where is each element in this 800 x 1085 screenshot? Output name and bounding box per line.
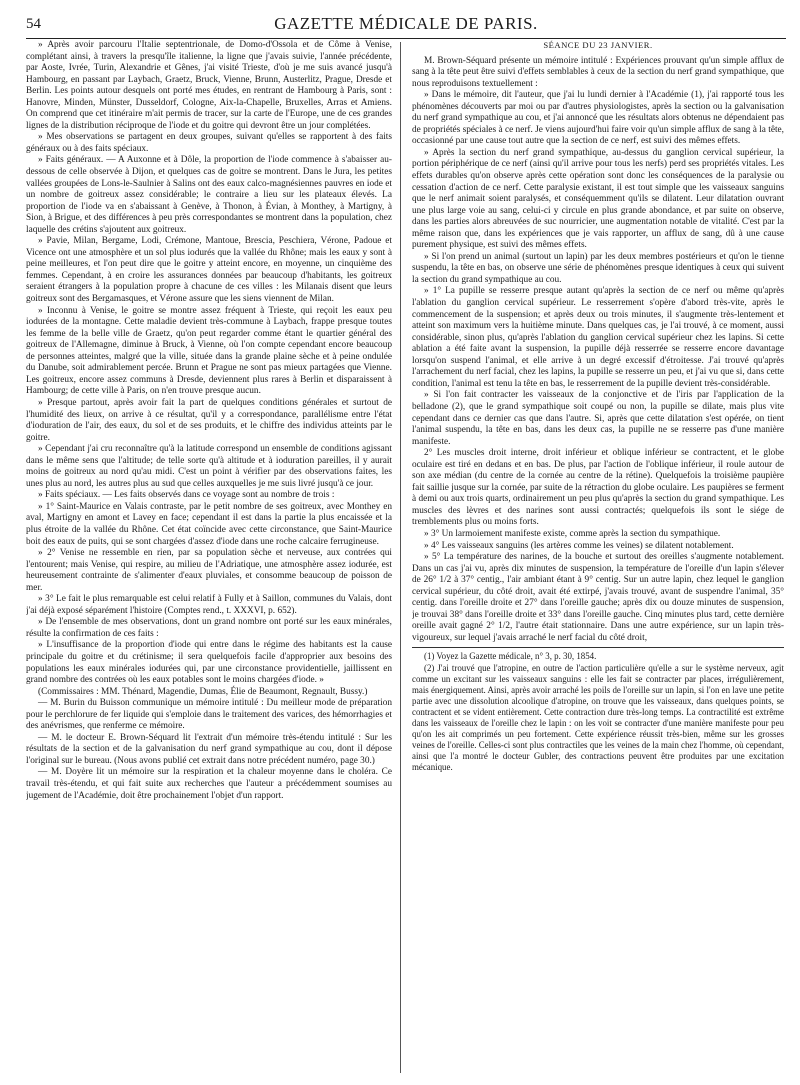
column-divider [400,42,401,1073]
paragraph: » Pavie, Milan, Bergame, Lodi, Crémone, Mantoue, Brescia, Peschiera, Vérone, Padoue et Vicence ont une atmosphère et un sol plus iodurés que la vallée du Rhône; mais les eaux y sont à peine meilleures, et l'on peut dire que le goitre y atteint encore, en moyenne, un cinquième des femmes. Cependant, à en croire les assurances données par beaucoup d'habitants, les goitreux seraient étrangers à la population propre à chacune de ces villes : les Milanais disent que leurs goitreux sont des Bergamasques, et Vérone assure que les siens viennent de Milan. [26,236,392,305]
paragraph: » 1° Saint-Maurice en Valais contraste, par le petit nombre de ses goitreux, avec Monthey en aval, Martigny en amont et Lavey en face; cependant il est dans la partie la plus encaissée et la plus étroite de la vallée du Rhône. Cet état coïncide avec cette circonstance, que Saint-Maurice boit des eaux de puits, qui se sont chargées d'assez d'iode dans une roche calcaire ferrugineuse. [26,501,392,547]
paragraph: » Mes observations se partagent en deux groupes, suivant qu'elles se rapportent à des faits généraux ou à des faits spéciaux. [26,132,392,154]
right-column [412,40,784,1075]
publication-title: GAZETTE MÉDICALE DE PARIS. [274,14,538,33]
paragraph: » Après la section du nerf grand sympathique, au-dessus du ganglion cervical supérieur, la portion périphérique de ce nerf (ainsi qu'il arrive pour tous les nerfs) perd ses propriétés vitales. Les effets durables qu'on observe après cette opération sont donc les conséquences de la paralysie ou cessation d'action de ce nerf. Cette paralysie existant, il est tout simple que les vaisseaux sanguins que le nerf animait soient paralysés, et conséquemment qu'ils se dilatent. Leur dilatation ouvrant une plus large voie au sang, celui-ci y circule en plus grande abondance, et par suite on observe, dans les parties alors abreuvées de suc nourricier, une augmentation notable de vitalité. C'est par la même raison que, dans les expériences que je vais rapporter, un afflux de sang, dû à une cause purement physique, est suivi des mêmes effets. [412,147,784,251]
paragraph: » Si l'on fait contracter les vaisseaux de la conjonctive et de l'iris par l'application de la belladone (2), que le grand sympathique soit coupé ou non, la pupille se dilate, mais plus vite cependant dans ce dernier cas que dans l'autre. Si, après que cette dilatation s'est opérée, on tient l'animal suspendu, la tête en bas, dans les deux cas, la pupille ne se resserre pas d'une manière manifeste. [412,390,784,447]
paragraph: » 5° La température des narines, de la bouche et surtout des oreilles s'augmente notablement. Dans un cas j'ai vu, après dix minutes de suspension, la température de l'oreille d'un lapin s'élever de 26° 1/2 à 37° centig., l'air ambiant étant à 9° centig. Sur un autre lapin, chez lequel le ganglion cervical supérieur, du côté droit, avait été extirpé, j'avais trouvé, avant de suspendre l'animal, 35° centig. dans l'oreille droite et 27° dans l'oreille gauche; après dix ou douze minutes de suspension, je trouvai 38° dans l'oreille droite et 33° dans l'oreille gauche. Cinq minutes plus tard, cette dernière oreille avait gagné 2° 1/2, l'autre était stationnaire. Dans une autre expérience, sur un lapin très-vigoureux, sur lequel j'avais arraché le nerf facial du côté droit, [412,552,784,643]
paragraph: » Inconnu à Venise, le goitre se montre assez fréquent à Trieste, qui reçoit les eaux peu iodurées de la montagne. Cette maladie devient très-commune à Laybach, frappe presque toutes les femme de la belle ville de Graetz, qu'on peut regarder comme étant le quartier général des goitreux de l'Allemagne, diminue à Bruck, à Vienne, où l'on compte cependant encore beaucoup de personnes atteintes, malgré que la ville, située dans la grande plaine sèche et à peine ondulée du Danube, soit admirablement percée. Brunn et Prague ne sont pas mieux partagées que Vienne. Les goitreux, encore assez communs à Dresde, deviennent plus rares à Berlin et disparaissent à Hambourg; de cette ville à Paris, on n'en trouve presque aucun. [26,305,392,397]
paragraph: » 1° La pupille se resserre presque autant qu'après la section de ce nerf ou même qu'après l'ablation du ganglion cervical supérieur. Le resserrement s'opère d'abord très-vite, après le commencement de la suspension; et après deux ou trois minutes, il s'augmente très-lentement et atteint son maximum vers la huitième minute. Dans quelques cas, je l'ai trouvé, à ce moment, aussi considérable, sinon plus, qu'après l'ablation du ganglion cervical supérieur chez les lapins. Si cette ablation a été faite avant la suspension, la pupille déjà resserrée se resserre encore davantage lorsqu'on suspend l'animal, et elle arrive à un degré excessif d'étroitesse. J'ai trouvé qu'après l'arrachement du nerf facial, chez les lapins, la pupille se resserre un peu, et j'ai vu que si, dans cette condition, l'animal est tenu la tête en bas, le resserrement de la pupille devient très-considérable. [412,286,784,389]
paragraph: » Après avoir parcouru l'Italie septentrionale, de Domo-d'Ossola et de Côme à Venise, complétant ainsi, à travers la presqu'île italienne, la ligne que j'avais suivie, l'année précédente, par Aoste, Ivrée, Turin, Alexandrie et Gênes, j'ai visité Trieste, d'où je me suis avancé jusqu'à Hambourg, en passant par Laybach, Graetz, Bruck, Vienne, Brunn, Austerlitz, Prague, Dresde et Berlin. Les points autour desquels ont porté mes études, en rentrant de Hambourg à Paris, sont : Hanovre, Minden, Münster, Dusseldorf, Cologne, Aix-la-Chapelle, Bruxelles, Arras et Amiens. On comprend que cet itinéraire m'ait permis de tracer, sur la carte de l'Europe, une de ces grandes lignes de la distribution réciproque de l'iode et du goitre qui devront être un jour complétées. [26,40,392,131]
paragraph: » Dans le mémoire, dit l'auteur, que j'ai lu lundi dernier à l'Académie (1), j'ai rapporté tous les phénomènes découverts par moi ou par d'autres physiologistes, après la section ou la galvanisation du nerf grand sympathique au cou, et j'ai annoncé que les résultats alors obtenus ne dépendaient pas de propriétés spéciales à ce nerf. Je viens aujourd'hui faire voir qu'un simple afflux de sang à la tête, occasionné par une cause tout autre que la section de ce nerf, est suivi des mêmes effets. [412,90,784,147]
paragraph: » 3° Un larmoiement manifeste existe, comme après la section du sympathique. [424,528,721,539]
session-heading: SÉANCE DU 23 JANVIER. [543,40,653,50]
commissaires-note: (Commissaires : MM. Thénard, Magendie, Dumas, Élie de Beaumont, Regnault, Bussy.) [38,686,368,697]
paragraph: » Presque partout, après avoir fait la part de quelques conditions générales et surtout de l'humidité des lieux, on arrive à ce résultat, qu'il y a correspondance, parallélisme entre l'état d'ioduration de l'air, des eaux, du sol et de ses produits, et le chiffre des individus atteints par le goitre. [26,397,392,443]
footnote: (1) Voyez la Gazette médicale, n° 3, p. 30, 1854. [424,651,597,662]
paragraph: » De l'ensemble de mes observations, dont un grand nombre ont porté sur les eaux minérales, résulte la confirmation de ces faits : [26,617,392,639]
paragraph: » Cependant j'ai cru reconnaître qu'à la latitude correspond un ensemble de conditions agissant dans le même sens que l'altitude; de telle sorte qu'à altitude et à ioduration pareilles, il y aurait moins de goitreux au nord qu'au midi. C'est un point à vérifier par des observations faites, les unes plus au nord, les autres plus au sud que celles auxquelles je me suis livré jusqu'à ce jour. [26,444,392,489]
paragraph: » Faits spéciaux. — Les faits observés dans ce voyage sont au nombre de trois : [38,490,335,501]
footnote: (2) J'ai trouvé que l'atropine, en outre de l'action particulière qu'elle a sur le système nerveux, agit comme un excitant sur les vaisseaux sanguins : elle les fait se contracter par places, irrégulièrement, mais énergiquement. Ainsi, après avoir arraché les poils de l'oreille sur un lapin, si l'on en lave une petite partie avec une dissolution alcoolique d'atropine, on trouve que les vaisseaux, dans quelques points, se contractent et se vident entièrement. Cette contraction dure très-long temps. La contractilité est extrême dans les vaisseaux de l'oreille chez le lapin : on les voit se contracter d'une manière manifeste pour peu qu'on les ait comprimés un peu fortement. Cette expérience réussit très-bien, même sur les grosses veines de l'oreille. Celles-ci sont plus contractiles que les veines de la main chez l'homme, où cependant, ainsi que l'a montré le docteur Gubler, des contractions peuvent être produites par une excitation mécanique. [412,662,784,773]
paragraph: » 2° Venise ne ressemble en rien, par sa population sèche et nerveuse, aux contrées qui l'entourent; mais Venise, qui respire, au milieu de l'Adriatique, une atmosphère assez iodurée, est heureusement contrainte de s'alimenter d'eaux pluviales, et consomme beaucoup de poisson de mer. [26,548,392,593]
page-header [26,12,786,39]
paragraph: » 3° Le fait le plus remarquable est celui relatif à Fully et à Saillon, communes du Valais, dont j'ai déjà exposé séparément l'histoire (Comptes rend., t. XXXVI, p. 652). [26,594,392,616]
paragraph: — M. Doyère lit un mémoire sur la respiration et la chaleur moyenne dans le choléra. Ce travail très-étendu, et qui fait suite aux recherches que l'auteur a précédemment soumises au jugement de l'Académie, doit être prochainement l'objet d'un rapport. [26,767,392,801]
paragraph: » L'insuffisance de la proportion d'iode qui entre dans le régime des habitants est la cause principale du goitre et du crétinisme; il sera quelquefois facile d'approprier aux besoins des populations les eaux minérales iodurées qui, par une circonstance providentielle, jaillissent en grand nombre des contrées où les eaux potables sont le moins chargées d'iode. » [26,640,392,686]
paragraph: » Faits généraux. — A Auxonne et à Dôle, la proportion de l'iode commence à s'abaisser au-dessous de celle observée à Dijon, et quelques cas de goitre se montrent. Dans le Jura, les petites vallées groupées de Lons-le-Saulnier à Salins ont des eaux calco-magnésiennes pauvres en iode et un nombre de goitreux assez considérable; le contraire a lieu sur les plateaux élevés. La proportion de l'iode va en s'abaissant à Genève, à Thonon, à Évian, à Monthey, à Martigny, à Sion, à Brigue, et des différences à peu près correspondantes se montrent dans la population, chez laquelle des crétins s'ajoutent aux goitreux. [26,155,392,235]
paragraph: — M. Burin du Buisson communique un mémoire intitulé : Du meilleur mode de préparation pour le perchlorure de fer liquide qui s'emploie dans le traitement des varices, des hémorrhagies et des anévrismes, que renferme ce mémoire. [26,698,392,732]
paragraph: » Si l'on prend un animal (surtout un lapin) par les deux membres postérieurs et qu'on le tienne suspendu, la tête en bas, on observe une série de phénomènes presque identiques à ceux qui suivent la section du grand sympathique au cou. [412,251,784,285]
page-number: 54 [26,16,41,32]
paragraph: M. Brown-Séquard présente un mémoire intitulé : Expériences prouvant qu'un simple afflux de sang à la tête peut être suivi d'effets semblables à ceux de la section du nerf grand sympathique, que nous reproduisons textuellement : [412,55,784,89]
paragraph: » 4° Les vaisseaux sanguins (les artères comme les veines) se dilatent notablement. [424,540,734,551]
left-column [26,40,392,1075]
paragraph: 2° Les muscles droit interne, droit inférieur et oblique inférieur se contractent, et le globe oculaire est tiré en dedans et en bas. De plus, par l'action de l'oblique inférieur, il roule autour de son axe médian (du centre de la cornée au centre de la rétine). Quelquefois la troisième paupière fait saillie jusque sur la cornée, par suite de la rétraction du globe oculaire. Les paupières se ferment à demi ou aux trois quarts, ordinairement un peu plus qu'après la section du grand sympathique. Les muscles des lèvres et des narines sont aussi contractés; quelquefois ils sont le siége de tremblements plus ou moins forts. [412,448,784,528]
paragraph: — M. le docteur E. Brown-Séquard lit l'extrait d'un mémoire très-étendu intitulé : Sur les résultats de la section et de la galvanisation du nerf grand sympathique au cou, dont il dépose l'original sur le bureau. (Nous avons publié cet extrait dans notre précédent numéro, page 30.) [26,732,392,766]
footnotes [412,647,784,773]
